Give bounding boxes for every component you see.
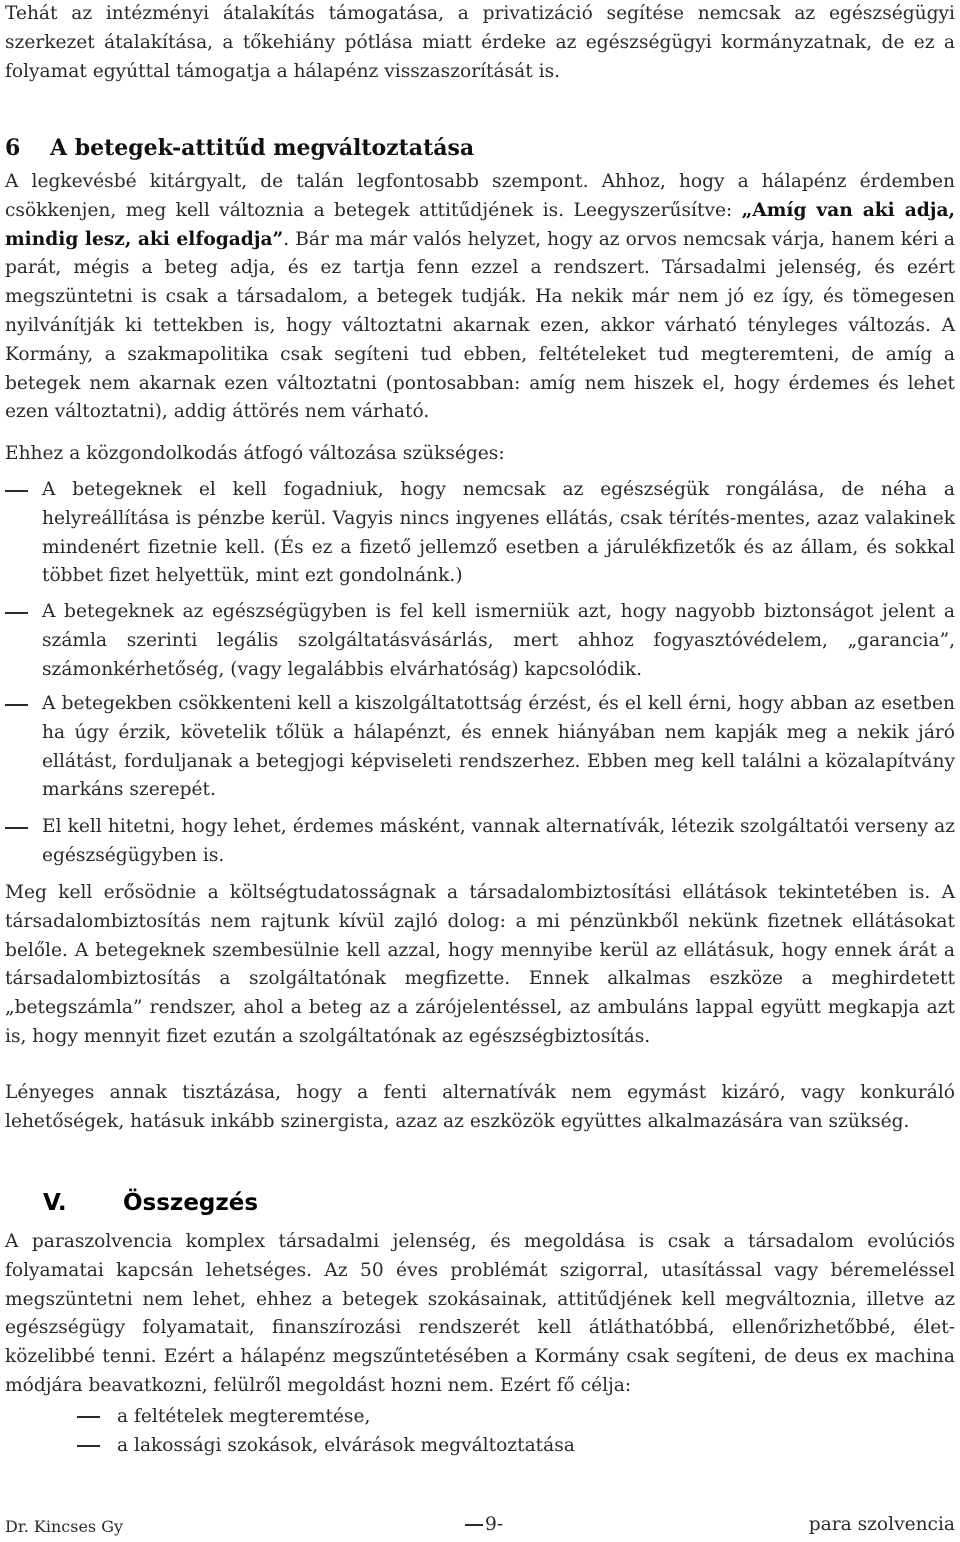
summary-paragraph: A paraszolvencia komplex társadalmi jelenség, és megoldása is csak a társadalom evolúciós folyamatai kapcsán lehetséges. Az 50 éves problémát szigorral, utasítással vagy béremeléssel megszüntetni nem lehet, ehhez a betegek szokásainak, attitűdjének kell megváltoznia, illetve az egészségügy folyamatait, finanszírozási rendszerét kell átláthatóbbá, ellenőrizhetőbbé, élet-közelibbé tenni. Ezért a hálapénz megszűntetésében a Kormány csak segíteni, de deus ex machina módjára beavatkozni, felülről megoldást hozni nem. Ezért fő célja: xyxy=(5,1231,955,1396)
section-6-quote: „Amíg van aki adja, mindig lesz, aki elfogadja” xyxy=(5,199,955,250)
footer-author: Dr. Kincses Gy xyxy=(5,1517,124,1536)
section-6-title: A betegek-attitűd megváltoztatása xyxy=(50,135,475,161)
footer-page-number xyxy=(465,1514,503,1535)
bullet-text: A betegeknek az egészségügyben is fel kell ismerniük azt, hogy nagyobb biztonságot jelent a számla szerinti legális szolgáltatásvásárlás, mert ahhoz fogyasztóvédelem, „garancia”, számonkérhetőség, (vagy legalábbis elvárhatóság) kapcsolódik. xyxy=(42,601,955,680)
footer-doc-title: para szolvencia xyxy=(808,1514,955,1535)
section-6-text-before: A legkevésbé kitárgyalt, de talán legfontosabb szempont. Ahhoz, hogy a hálapénz érdemben csökkenjen, meg kell változnia a betegek attitűdjének is. Leegyszerűsítve: xyxy=(5,171,955,221)
list-item xyxy=(5,476,955,591)
list-item xyxy=(77,1402,777,1431)
page-footer xyxy=(5,1514,955,1542)
bullet-list-2 xyxy=(5,598,955,684)
section-6-heading xyxy=(5,135,474,161)
bullet-list-3 xyxy=(5,690,955,805)
cost-awareness-paragraph: Meg kell erősödnie a költségtudatosságnak a társadalombiztosítási ellátások tekintetében is. A társadalombiztosítás nem rajtunk kívül zajló dolog: a mi pénzünkből nekünk fizetnek ellátásokat belőle. A betegeknek szembesülnie kell azzal, hogy mennyibe kerül az ellátásuk, hogy ennek árát a társadalombiztosítás a szolgáltatónak megfizette. Ennek alkalmas eszköze a meghirdetett „betegszámla” rendszer, ahol a beteg az a zárójelentéssel, az ambuláns lappal együtt megkapja azt is, hogy mennyit fizet ezután a szolgáltatónak az egészségbiztosítás. xyxy=(5,882,955,1047)
list-item xyxy=(77,1431,777,1460)
bullet-list-4 xyxy=(5,813,955,871)
footer-page-text: 9- xyxy=(485,1514,504,1535)
dash-icon xyxy=(465,1524,483,1526)
section-6-number: 6 xyxy=(5,135,21,161)
list-item xyxy=(5,813,955,871)
dash-bullet-icon xyxy=(77,1416,100,1418)
list-item xyxy=(5,690,955,805)
goal-text: a feltételek megteremtése, xyxy=(117,1406,371,1427)
bullet-text: A betegeknek el kell fogadniuk, hogy nemcsak az egészségük rongálása, de néha a helyreállítása is pénzbe kerül. Vagyis nincs ingyenes ellátás, csak térítés-mentes, azaz valakinek mindenért fizetnie kell. (És ez a fizető jellemző esetben a járulékfizetők és az állam, és sokkal többet fizet helyettük, mint ezt gondolnánk.) xyxy=(42,479,955,587)
dash-bullet-icon xyxy=(5,612,28,614)
section-6-paragraph xyxy=(5,168,955,427)
bullet-list-1 xyxy=(5,476,955,591)
dash-bullet-icon xyxy=(5,704,28,706)
dash-bullet-icon xyxy=(5,490,28,492)
ehhez-paragraph: Ehhez a közgondolkodás átfogó változása szükséges: xyxy=(5,443,505,464)
section-v-title: Összegzés xyxy=(123,1190,259,1216)
bullet-text: A betegekben csökkenteni kell a kiszolgáltatottság érzést, és el kell érni, hogy abban az esetben ha úgy érzik, követelik tőlük a hálapénzt, és ennek hiányában nem kapják meg a nekik járó ellátást, forduljanak a betegjogi képviseleti rendszerhez. Ebben meg kell találni a közalapítvány markáns szerepét. xyxy=(42,693,955,801)
dash-bullet-icon xyxy=(77,1445,100,1447)
section-6-text-after: . Bár ma már valós helyzet, hogy az orvos nemcsak várja, hanem kéri a parát, mégis a beteg adja, és ez tartja fenn ezzel a rendszert. Társadalmi jelenség, és ezért megszüntetni is csak a társadalom, a betegek tudják. Ha nekik már nem jó ez így, és tömegesen nyilvánítják ki tettekben is, hogy változtatni akarnak ezen, akkor várható tényleges változás. A Kormány, a szakmapolitika csak segíteni tud ebben, feltételeket tud megteremteni, de amíg a betegek nem akarnak ezen változtatni (pontosabban: amíg nem hiszek el, hogy érdemes és lehet ezen változtatni), addig áttörés nem várható. xyxy=(5,228,955,423)
intro-paragraph: Tehát az intézményi átalakítás támogatása, a privatizáció segítése nemcsak az egészségügyi szerkezet átalakítása, a tőkehiány pótlása miatt érdeke az egészségügyi kormányzatnak, de ez a folyamat egyúttal támogatja a hálapénz visszaszorítását is. xyxy=(5,3,955,82)
synergy-paragraph: Lényeges annak tisztázása, hogy a fenti alternatívák nem egymást kizáró, vagy konkuráló lehetőségek, hatásuk inkább szinergista, azaz az eszközök együttes alkalmazására van szükség. xyxy=(5,1082,955,1132)
section-v-number: V. xyxy=(43,1190,67,1216)
goal-text: a lakossági szokások, elvárások megváltoztatása xyxy=(117,1435,575,1456)
section-v-heading xyxy=(43,1190,258,1216)
dash-bullet-icon xyxy=(5,827,28,829)
bullet-text: El kell hitetni, hogy lehet, érdemes másként, vannak alternatívák, létezik szolgáltatói verseny az egészségügyben is. xyxy=(42,816,955,866)
goals-list xyxy=(77,1402,777,1460)
list-item xyxy=(5,598,955,684)
